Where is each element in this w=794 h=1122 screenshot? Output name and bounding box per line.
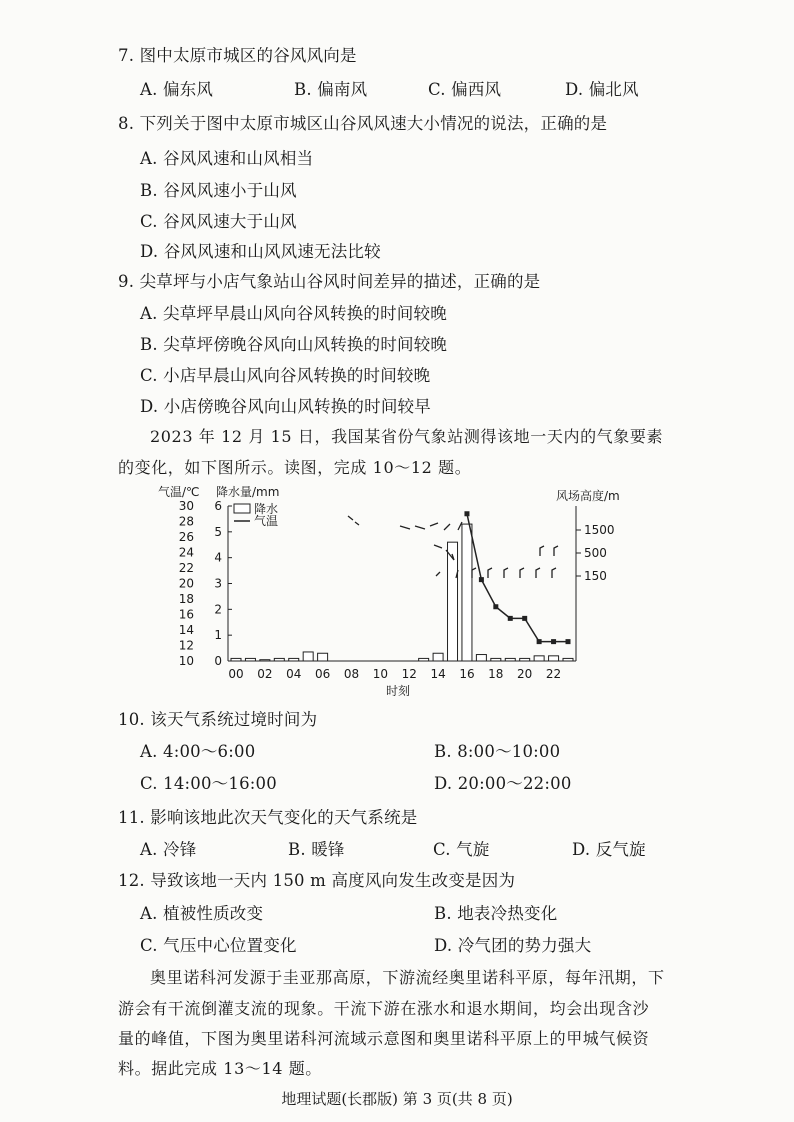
temperature-point xyxy=(508,616,513,621)
left-tick-label: 30 xyxy=(178,499,194,513)
legend-precip-swatch xyxy=(234,504,250,513)
q12-option-a: A. 植被性质改变 xyxy=(140,904,264,923)
temperature-point xyxy=(522,616,527,621)
left-tick-label: 24 xyxy=(178,545,194,560)
q11-option-c: C. 气旋 xyxy=(433,840,490,859)
temperature-point xyxy=(537,639,542,644)
precip-tick-label: 2 xyxy=(214,602,222,617)
q7-option-a: A. 偏东风 xyxy=(140,80,214,99)
x-tick-label: 16 xyxy=(459,667,475,681)
q7-option-c: C. 偏西风 xyxy=(428,80,502,99)
q7-stem: 7. 图中太原市城区的谷风风向是 xyxy=(118,46,357,65)
q9-option-c: C. 小店早晨山风向谷风转换的时间较晚 xyxy=(140,366,431,385)
precip-bar xyxy=(462,524,472,661)
intro-13-14-line-1: 奥里诺科河发源于圭亚那高原，下游流经奥里诺科平原，每年汛期，下 xyxy=(150,968,665,987)
precip-bar xyxy=(274,658,284,661)
x-tick-label: 04 xyxy=(286,667,302,681)
temperature-point xyxy=(479,577,484,582)
precip-bar xyxy=(563,658,573,661)
q11-stem: 11. 影响该地此次天气变化的天气系统是 xyxy=(118,808,418,827)
q11-option-a: A. 冷锋 xyxy=(140,840,197,859)
intro-10-12-line-2: 的变化，如下图所示。读图，完成 10～12 题。 xyxy=(118,458,472,477)
precip-bar xyxy=(520,658,530,661)
q10-option-c: C. 14:00～16:00 xyxy=(140,774,277,793)
intro-13-14-line-4: 料。据此完成 13～14 题。 xyxy=(118,1059,322,1078)
legend xyxy=(234,501,278,528)
x-tick-label: 12 xyxy=(401,667,417,681)
wind-barb-icon xyxy=(400,522,462,530)
precip-bar xyxy=(245,658,255,661)
right-tick-label: 1500 xyxy=(584,523,615,537)
right-axis-label: 风场高度/m xyxy=(556,489,620,503)
precip-bar xyxy=(289,658,299,661)
temperature-point xyxy=(551,639,556,644)
precip-tick-label: 3 xyxy=(214,576,222,591)
x-tick-label: 10 xyxy=(372,667,388,681)
q8-stem: 8. 下列关于图中太原市城区山谷风风速大小情况的说法，正确的是 xyxy=(118,114,608,133)
intro-13-14-line-2: 游会有干流倒灌支流的现象。干流下游在涨水和退水期间，均会出现含沙 xyxy=(118,999,650,1018)
precip-bar xyxy=(260,660,270,661)
temperature-point xyxy=(464,511,469,516)
page-footer: 地理试题(长郡版) 第 3 页(共 8 页) xyxy=(281,1090,513,1108)
wind-barb-icon xyxy=(348,516,359,525)
left-tick-label: 12 xyxy=(178,638,194,653)
q12-stem: 12. 导致该地一天内 150 m 高度风向发生改变是因为 xyxy=(118,871,516,890)
left-tick-label: 26 xyxy=(178,530,194,544)
precip-tick-label: 1 xyxy=(214,628,222,643)
precip-bar xyxy=(433,653,443,661)
precip-tick-label: 5 xyxy=(214,524,222,539)
precip-bar xyxy=(476,655,486,661)
temperature-point xyxy=(493,604,498,609)
q10-option-b: B. 8:00～10:00 xyxy=(434,742,561,761)
x-tick-label: 22 xyxy=(545,667,562,681)
x-tick-label: 18 xyxy=(488,667,504,681)
left-tick-label: 16 xyxy=(178,607,194,622)
x-axis-label: 时刻 xyxy=(386,684,411,698)
left-tick-label: 20 xyxy=(178,576,194,591)
precip-tick-label: 4 xyxy=(214,550,222,565)
q9-option-a: A. 尖草坪早晨山风向谷风转换的时间较晚 xyxy=(140,304,447,323)
intro-13-14-line-3: 量的峰值，下图为奥里诺科河流域示意图和奥里诺科平原上的甲城气候资 xyxy=(118,1029,650,1048)
precip-bar xyxy=(549,656,559,661)
left-tick-label: 18 xyxy=(178,592,194,606)
q8-option-a: A. 谷风风速和山风相当 xyxy=(140,149,314,168)
precip-axis-label: 降水量/mm xyxy=(216,485,280,499)
precip-bar xyxy=(303,652,313,661)
precip-bar xyxy=(505,658,515,661)
q9-option-b: B. 尖草坪傍晚谷风向山风转换的时间较晚 xyxy=(140,335,448,354)
q7-option-d: D. 偏北风 xyxy=(565,80,639,99)
q9-stem: 9. 尖草坪与小店气象站山谷风时间差异的描述，正确的是 xyxy=(118,272,541,291)
precip-bar xyxy=(448,542,458,661)
legend-temp-label: 气温 xyxy=(254,514,279,528)
x-tick-label: 06 xyxy=(314,667,331,681)
q12-option-b: B. 地表冷热变化 xyxy=(434,904,558,923)
right-tick-label: 150 xyxy=(584,569,607,583)
precip-bar xyxy=(318,653,328,661)
q11-option-d: D. 反气旋 xyxy=(572,840,646,859)
weather-chart xyxy=(150,478,620,698)
precip-bar xyxy=(534,656,544,661)
left-tick-label: 22 xyxy=(178,561,194,575)
x-tick-label: 02 xyxy=(257,667,273,681)
precip-bar xyxy=(491,658,501,661)
x-tick-label: 14 xyxy=(430,667,446,681)
precip-tick-label: 0 xyxy=(214,654,222,668)
q10-option-a: A. 4:00～6:00 xyxy=(140,742,256,761)
q12-option-c: C. 气压中心位置变化 xyxy=(140,936,297,955)
intro-10-12-line-1: 2023 年 12 月 15 日，我国某省份气象站测得该地一天内的气象要素 xyxy=(150,427,664,446)
precip-bar xyxy=(419,658,429,661)
q11-option-b: B. 暖锋 xyxy=(288,840,345,859)
temperature-point xyxy=(566,639,571,644)
q8-option-c: C. 谷风风速大于山风 xyxy=(140,212,297,231)
precip-tick-label: 6 xyxy=(214,499,222,513)
precip-bar xyxy=(231,658,241,661)
left-axis-label: 气温/℃ xyxy=(158,485,200,499)
q8-option-d: D. 谷风风速和山风风速无法比较 xyxy=(140,242,381,261)
left-tick-label: 10 xyxy=(178,654,194,668)
legend-precip-label: 降水 xyxy=(254,502,279,516)
q8-option-b: B. 谷风风速小于山风 xyxy=(140,181,297,200)
x-tick-label: 00 xyxy=(228,667,244,681)
q10-option-d: D. 20:00～22:00 xyxy=(434,774,572,793)
x-tick-label: 08 xyxy=(343,667,360,681)
right-tick-label: 500 xyxy=(584,546,607,560)
x-tick-label: 20 xyxy=(517,667,533,681)
q7-option-b: B. 偏南风 xyxy=(294,80,368,99)
left-tick-label: 14 xyxy=(178,623,194,637)
q10-stem: 10. 该天气系统过境时间为 xyxy=(118,710,318,729)
q9-option-d: D. 小店傍晚谷风向山风转换的时间较早 xyxy=(140,397,431,416)
q12-option-d: D. 冷气团的势力强大 xyxy=(434,936,592,955)
left-tick-label: 28 xyxy=(178,514,194,529)
wind-barb-icon xyxy=(540,546,558,556)
